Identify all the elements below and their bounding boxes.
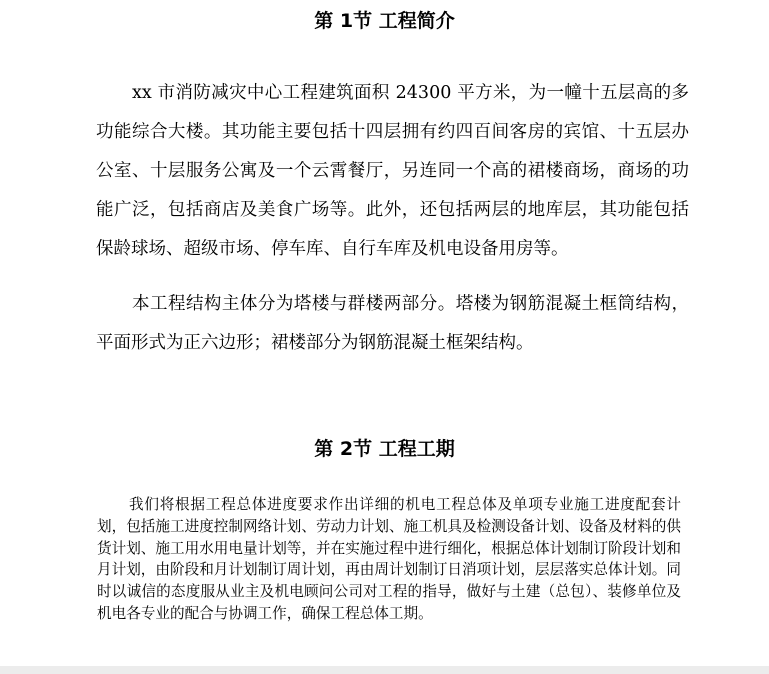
section-title-overview: 第 1节 工程简介 [314, 10, 455, 32]
overview-paragraph-2: 本工程结构主体分为塔楼与群楼两部分。塔楼为钢筋混凝土框筒结构，平面形式为正六边形；裙楼部分为钢筋混凝土框架结构。 [96, 294, 689, 353]
overview-paragraph-1: xx 市消防减灾中心工程建筑面积 24300 平方米，为一幢十五层高的多功能综合大楼。其功能主要包括十四层拥有约四百间客房的宾馆、十五层办公室、十层服务公寓及一个云霄餐厅，另连同一个高的裙楼商场，商场的功能广泛，包括商店及美食广场等。此外，还包括两层的地库层，其功能包括保龄球场、超级市场、停车库、自行车库及机电设备用房等。 [96, 83, 689, 259]
schedule-paragraph-1: 我们将根据工程总体进度要求作出详细的机电工程总体及单项专业施工进度配套计划，包括施工进度控制网络计划、劳动力计划、施工机具及检测设备计划、设备及材料的供货计划、施工用水用电量计划等，并在实施过程中进行细化，根据总体计划制订阶段计划和月计划，由阶段和月计划制订周计划，再由周计划制订日消项计划，层层落实总体计划。同时以诚信的态度服从业主及机电顾问公司对工程的指导，做好与土建（总包）、装修单位及机电各专业的配合与协调工作，确保工程总体工期。 [97, 496, 681, 622]
section-title-schedule: 第 2节 工程工期 [314, 438, 455, 460]
page-bottom-edge [0, 666, 769, 674]
